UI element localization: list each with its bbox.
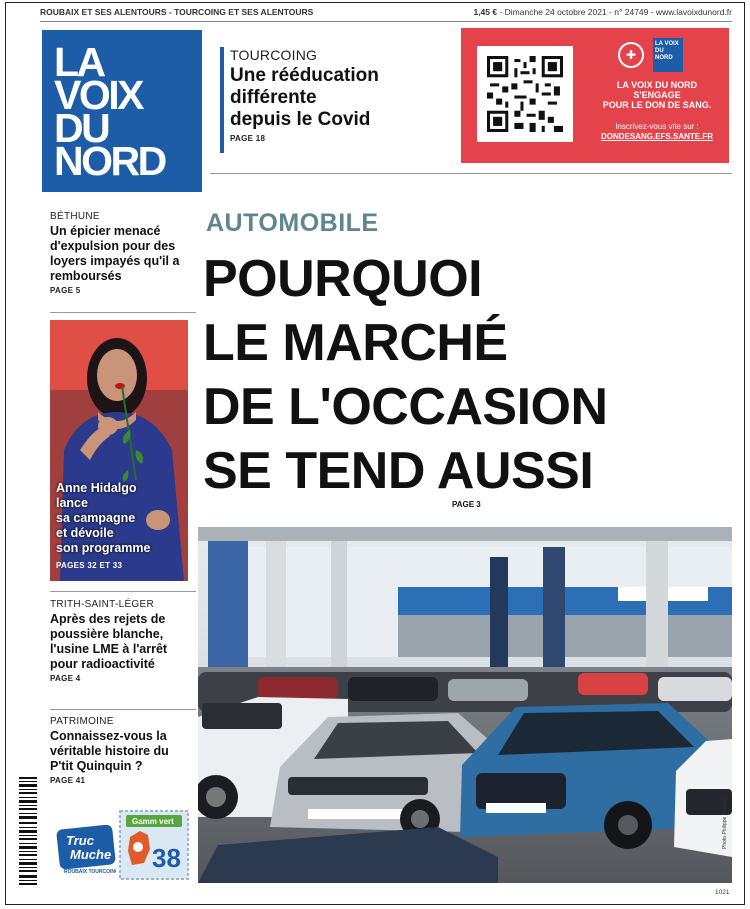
truc-line-3: ROUBAIX TOURCOING xyxy=(64,869,116,875)
qr-code[interactable] xyxy=(477,46,573,142)
masthead-logo[interactable] xyxy=(42,30,202,192)
logo-line-4: NORD xyxy=(54,138,165,184)
main-page: PAGE 3 xyxy=(452,500,481,509)
side-kicker: PATRIMOINE xyxy=(50,716,114,727)
hidalgo-page: PAGES 32 ET 33 xyxy=(56,561,123,570)
truc-line-1: Truc xyxy=(66,833,94,848)
headline-line: POURQUOI xyxy=(203,250,483,308)
side-title: Connaissez-vous la véritable histoire du P'tit Quinquin ? xyxy=(50,729,169,773)
side-divider xyxy=(50,312,196,313)
ad-url[interactable]: DONDESANG.EFS.SANTE.FR xyxy=(600,132,713,141)
side-kicker: TRITH-SAINT-LÉGER xyxy=(50,599,154,610)
ad-headline-line: LA VOIX DU NORD xyxy=(616,80,698,90)
price: 1,45 € xyxy=(473,7,498,17)
teaser-kicker: TOURCOING xyxy=(230,47,318,63)
front-page xyxy=(5,2,745,905)
issue-info xyxy=(473,7,732,17)
hidalgo-caption-line: son programme xyxy=(56,541,151,555)
gamm-vert-number: 38 xyxy=(152,843,181,873)
ad-headline-line: POUR LE DON DE SANG. xyxy=(602,100,712,110)
side-divider xyxy=(50,709,196,710)
ad-subtext xyxy=(589,122,725,142)
car-lot-photo[interactable] xyxy=(198,527,732,883)
issue-date: - Dimanche 24 octobre 2021 - n° 24749 - www.lavoixdunord.fr xyxy=(497,7,732,17)
logo-line-1: LA xyxy=(54,39,104,85)
side-page: PAGE 5 xyxy=(50,286,81,295)
headline-line: DE L'OCCASION xyxy=(203,378,608,436)
teaser-title-line: Une rééducation xyxy=(230,65,379,86)
hidalgo-photo[interactable] xyxy=(50,320,188,581)
truc-muche-logo-icon xyxy=(56,825,116,875)
truc-line-2: Muche xyxy=(70,847,112,862)
photo-credit: Photo Philippe Pauchet xyxy=(722,797,728,849)
folio: 1021 xyxy=(715,889,730,896)
headline-line: LE MARCHÉ xyxy=(203,314,508,372)
logo-line-2: VOIX xyxy=(54,72,142,118)
ad-headline xyxy=(589,80,725,110)
barcode-icon xyxy=(11,775,39,887)
side-article-bethune[interactable] xyxy=(50,211,194,295)
hidalgo-caption-line: Anne Hidalgo xyxy=(56,481,137,495)
edition-label: ROUBAIX ET SES ALENTOURS - TOURCOING ET SES ALENTOURS xyxy=(40,7,314,17)
ad-vdn-logo: LA VOIX DU NORD xyxy=(653,38,683,72)
top-divider xyxy=(40,21,732,22)
side-kicker: BÉTHUNE xyxy=(50,211,100,222)
hidalgo-caption-line: lance xyxy=(56,496,88,510)
header-divider xyxy=(210,173,732,174)
hidalgo-caption xyxy=(56,481,184,573)
barcode xyxy=(11,775,39,887)
side-article-patrimoine[interactable] xyxy=(50,716,194,785)
headline-line: SE TEND AUSSI xyxy=(203,442,594,500)
main-kicker: AUTOMOBILE xyxy=(206,209,379,237)
top-bar xyxy=(40,7,732,19)
side-page: PAGE 41 xyxy=(50,776,86,785)
logo-line-3: DU xyxy=(54,105,109,151)
teaser-title xyxy=(230,65,450,131)
gamm-vert-stamp-icon xyxy=(118,809,190,881)
efs-logo-icon: ✚ xyxy=(618,42,644,68)
teaser-tourcoing[interactable] xyxy=(220,47,450,153)
teaser-title-line: différente xyxy=(230,87,317,108)
teaser-page: PAGE 18 xyxy=(230,134,266,143)
car-lot-image xyxy=(198,527,732,883)
side-page: PAGE 4 xyxy=(50,674,81,683)
ad-headline-line: S'ENGAGE xyxy=(633,90,681,100)
hidalgo-caption-line: et dévoile xyxy=(56,526,114,540)
gamm-vert-badge[interactable] xyxy=(118,809,190,881)
truc-muche-badge[interactable] xyxy=(56,825,116,875)
side-divider xyxy=(50,591,196,592)
qr-code-icon xyxy=(487,56,563,132)
hidalgo-caption-line: sa campagne xyxy=(56,511,136,525)
gamm-vert-label: Gamm vert xyxy=(132,817,174,826)
blood-donation-ad[interactable] xyxy=(461,28,729,163)
side-title: Après des rejets de poussière blanche, l'usine LME à l'arrêt pour radioactivité xyxy=(50,612,168,671)
main-headline[interactable] xyxy=(203,247,733,503)
side-article-trith[interactable] xyxy=(50,599,194,683)
side-title: Un épicier menacé d'expulsion pour des loyers impayés qu'il a remboursés xyxy=(50,224,180,283)
teaser-title-line: depuis le Covid xyxy=(230,109,371,130)
ad-sub-line: Inscrivez-vous vite sur : xyxy=(615,122,699,131)
